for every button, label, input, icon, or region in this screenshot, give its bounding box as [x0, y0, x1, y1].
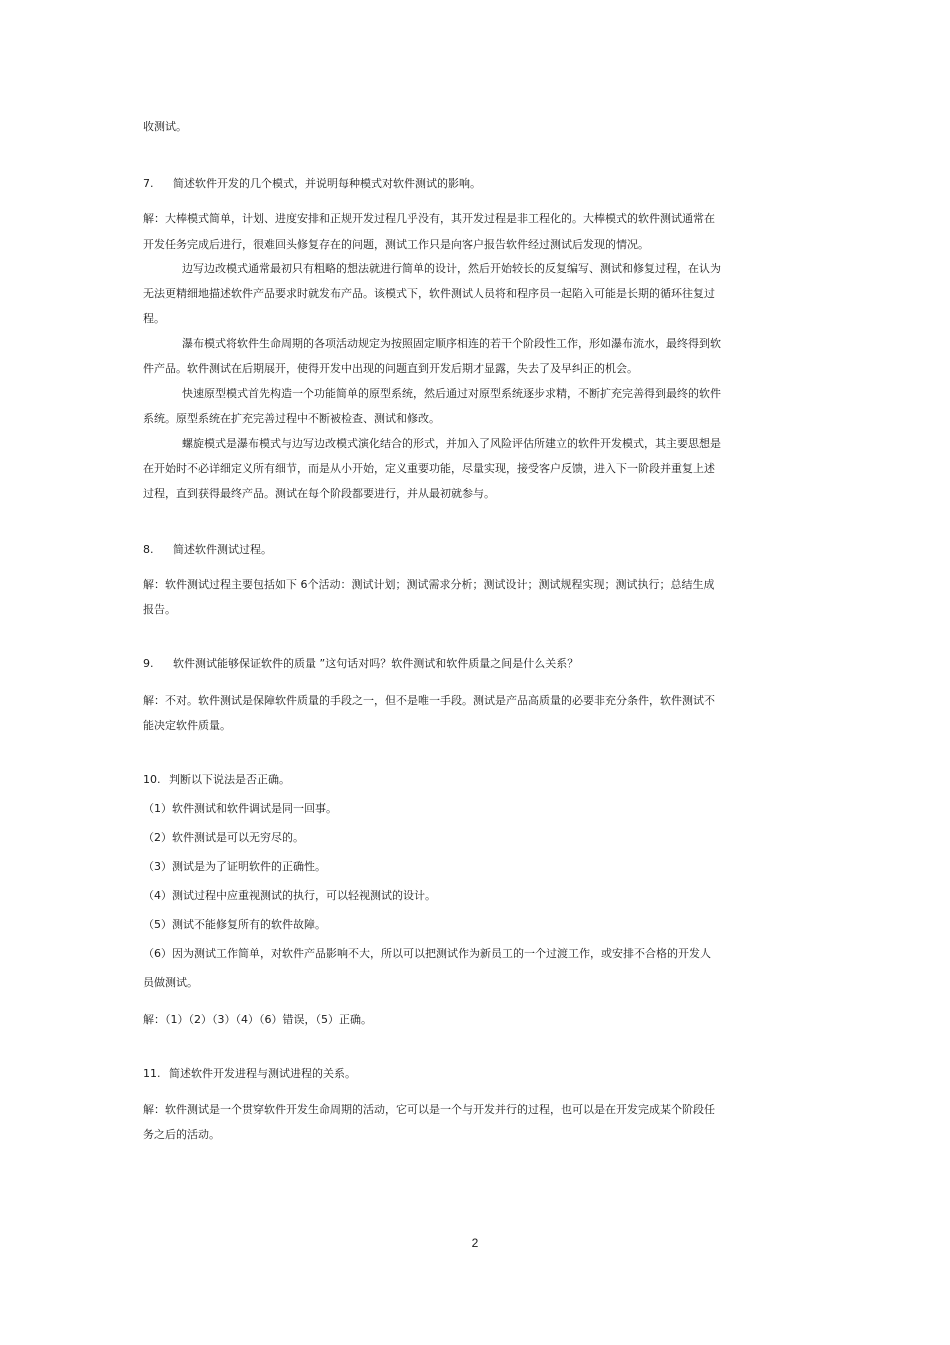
text-line: 件产品。软件测试在后期展开，使得开发中出现的问题直到开发后期才显露，失去了及早纠正的机会。	[143, 362, 638, 375]
question-11	[143, 1067, 356, 1081]
question-text: 简述软件测试过程。	[173, 543, 272, 556]
text-line: 收测试。	[143, 120, 187, 133]
text-line: 员做测试。	[143, 976, 198, 989]
question-number: 8.	[143, 543, 154, 556]
list-item: （6）因为测试工作简单，对软件产品影响不大，所以可以把测试作为新员工的一个过渡工作，或安排不合格的开发人	[143, 947, 711, 960]
text-line: 瀑布模式将软件生命周期的各项活动规定为按照固定顺序相连的若干个阶段性工作，形如瀑布流水，最终得到软	[182, 337, 721, 350]
text-line: 解：软件测试过程主要包括如下 6个活动：测试计划；测试需求分析；测试设计；测试规程实现；测试执行；总结生成	[143, 578, 715, 591]
text-line: 边写边改模式通常最初只有粗略的想法就进行简单的设计，然后开始较长的反复编写、测试和修复过程，在认为	[182, 262, 721, 275]
text-line: 在开始时不必详细定义所有细节，而是从小开始，定义重要功能，尽量实现，接受客户反馈，进入下一阶段并重复上述	[143, 462, 715, 475]
text-line: 开发任务完成后进行，很难回头修复存在的问题，测试工作只是向客户报告软件经过测试后发现的情况。	[143, 238, 649, 251]
question-7	[143, 177, 481, 191]
text-line: 无法更精细地描述软件产品要求时就发布产品。该模式下，软件测试人员将和程序员一起陷入可能是长期的循环往复过	[143, 287, 715, 300]
text-line: 程。	[143, 312, 165, 325]
text-line: 解：（1）（2）（3）（4）（6）错误，（5）正确。	[143, 1013, 372, 1026]
question-number: 11.	[143, 1067, 161, 1080]
text-line: 过程，直到获得最终产品。测试在每个阶段都要进行，并从最初就参与。	[143, 487, 495, 500]
question-8	[143, 543, 272, 557]
text-line: 螺旋模式是瀑布模式与边写边改模式演化结合的形式，并加入了风险评估所建立的软件开发模式，其主要思想是	[182, 437, 721, 450]
question-9	[143, 657, 578, 671]
text-line: 报告。	[143, 603, 176, 616]
list-item: （1）软件测试和软件调试是同一回事。	[143, 802, 337, 815]
question-number: 7.	[143, 177, 154, 190]
list-item: （5）测试不能修复所有的软件故障。	[143, 918, 326, 931]
list-item: （3）测试是为了证明软件的正确性。	[143, 860, 326, 873]
question-10	[143, 773, 290, 787]
page-number: 2	[471, 1236, 479, 1250]
text-line: 能决定软件质量。	[143, 719, 231, 732]
question-number: 10.	[143, 773, 161, 786]
text-line: 解：不对。软件测试是保障软件质量的手段之一，但不是唯一手段。测试是产品高质量的必要非充分条件，软件测试不	[143, 694, 715, 707]
text-line: 系统。原型系统在扩充完善过程中不断被检查、测试和修改。	[143, 412, 440, 425]
question-text: 软件测试能够保证软件的质量 ”这句话对吗？软件测试和软件质量之间是什么关系？	[173, 657, 579, 670]
text-line: 解：软件测试是一个贯穿软件开发生命周期的活动，它可以是一个与开发并行的过程，也可以是在开发完成某个阶段任	[143, 1103, 715, 1116]
question-number: 9.	[143, 657, 154, 670]
text-line: 务之后的活动。	[143, 1128, 220, 1141]
question-text: 判断以下说法是否正确。	[169, 773, 290, 786]
question-text: 简述软件开发进程与测试进程的关系。	[169, 1067, 356, 1080]
list-item: （2）软件测试是可以无穷尽的。	[143, 831, 304, 844]
question-text: 简述软件开发的几个模式，并说明每种模式对软件测试的影响。	[173, 177, 481, 190]
list-item: （4）测试过程中应重视测试的执行，可以轻视测试的设计。	[143, 889, 436, 902]
text-line: 快速原型模式首先构造一个功能简单的原型系统，然后通过对原型系统逐步求精，不断扩充完善得到最终的软件	[182, 387, 721, 400]
text-line: 解：大棒模式简单，计划、进度安排和正规开发过程几乎没有，其开发过程是非工程化的。大棒模式的软件测试通常在	[143, 212, 715, 225]
